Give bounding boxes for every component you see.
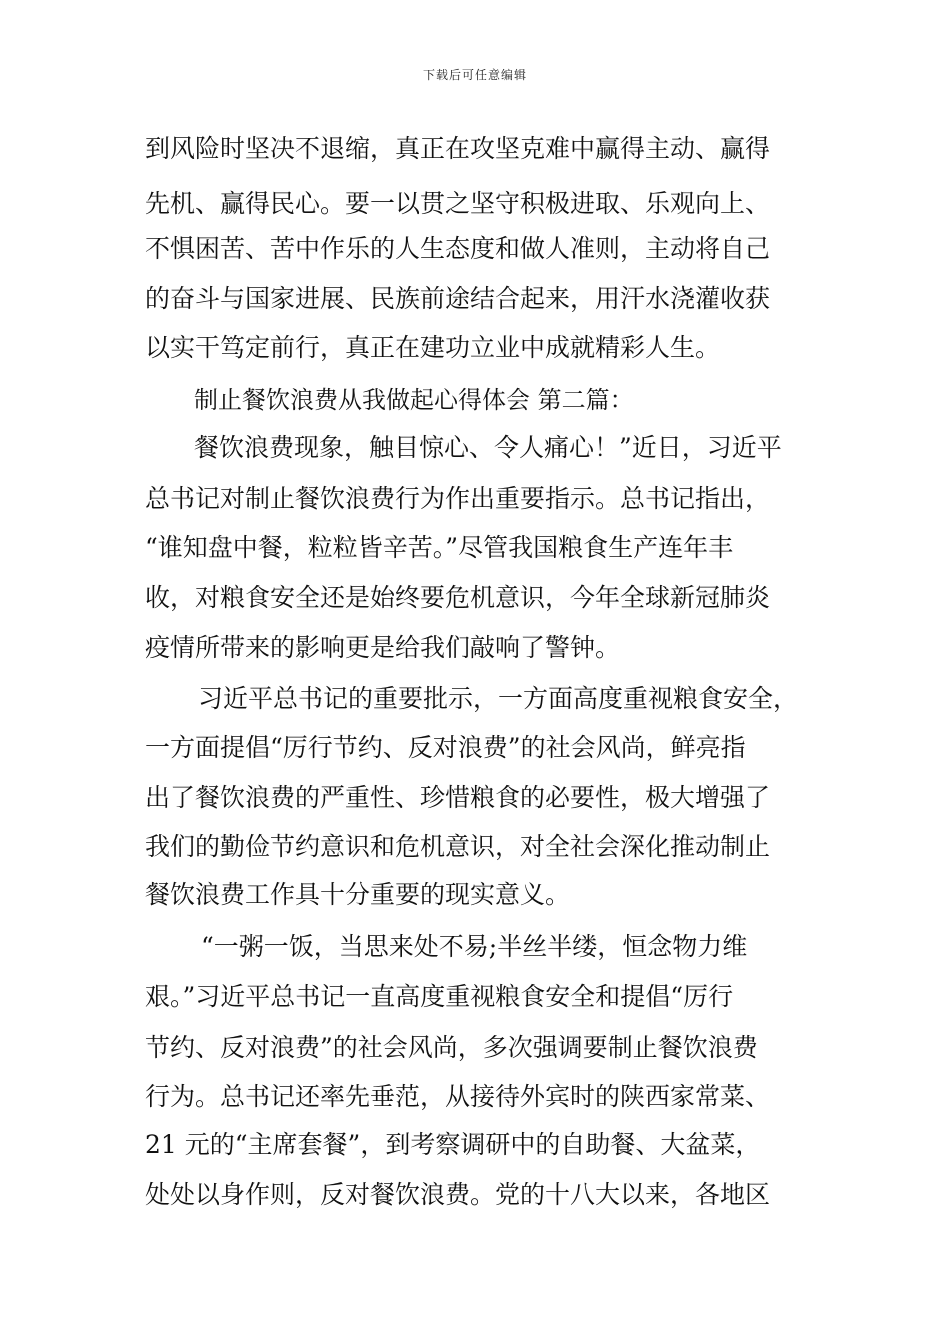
body-line-21: 21 元的“主席套餐”，到考察调研中的自助餐、大盆菜， bbox=[145, 1130, 761, 1159]
body-line-9: “谁知盘中餐，粒粒皆辛苦。”尽管我国粮食生产连年丰 bbox=[145, 533, 734, 562]
body-line-7: 餐饮浪费现象，触目惊心、令人痛心！”近日，习近平 bbox=[194, 433, 782, 462]
body-line-8: 总书记对制止餐饮浪费行为作出重要指示。总书记指出， bbox=[145, 484, 771, 513]
section-heading: 制止餐饮浪费从我做起心得体会 第二篇： bbox=[194, 386, 634, 414]
body-line-12: 习近平总书记的重要批示，一方面高度重视粮食安全， bbox=[198, 684, 799, 713]
body-line-3: 不惧困苦、苦中作乐的人生态度和做人准则，主动将自己 bbox=[145, 234, 771, 263]
body-line-15: 我们的勤俭节约意识和危机意识，对全社会深化推动制止 bbox=[145, 832, 771, 861]
body-line-14: 出了餐饮浪费的严重性、珍惜粮食的必要性，极大增强了 bbox=[145, 783, 771, 812]
page-header-note: 下载后可任意编辑 bbox=[422, 68, 527, 82]
body-line-1: 到风险时坚决不退缩，真正在攻坚克难中赢得主动、赢得 bbox=[145, 134, 771, 163]
body-line-20: 行为。总书记还率先垂范，从接待外宾时的陕西家常菜、 bbox=[145, 1082, 771, 1111]
body-line-13: 一方面提倡“厉行节约、反对浪费”的社会风尚，鲜亮指 bbox=[145, 733, 746, 762]
body-line-16: 餐饮浪费工作具十分重要的现实意义。 bbox=[145, 880, 571, 909]
body-line-22: 处处以身作则，反对餐饮浪费。党的十八大以来，各地区 bbox=[145, 1180, 771, 1209]
body-line-17: “一粥一饭，当思来处不易;半丝半缕，恒念物力维 bbox=[201, 932, 748, 961]
body-line-11: 疫情所带来的影响更是给我们敲响了警钟。 bbox=[145, 633, 621, 662]
body-line-4: 的奋斗与国家进展、民族前途结合起来，用汗水浇灌收获 bbox=[145, 284, 771, 313]
body-line-19: 节约、反对浪费”的社会风尚，多次强调要制止餐饮浪费 bbox=[145, 1033, 758, 1062]
body-line-18: 艰。”习近平总书记一直高度重视粮食安全和提倡“厉行 bbox=[145, 982, 734, 1011]
body-line-10: 收，对粮食安全还是始终要危机意识，今年全球新冠肺炎 bbox=[145, 583, 771, 612]
body-line-2: 先机、赢得民心。要一以贯之坚守积极进取、乐观向上、 bbox=[145, 189, 771, 218]
body-line-5: 以实干笃定前行，真正在建功立业中成就精彩人生。 bbox=[145, 333, 721, 362]
